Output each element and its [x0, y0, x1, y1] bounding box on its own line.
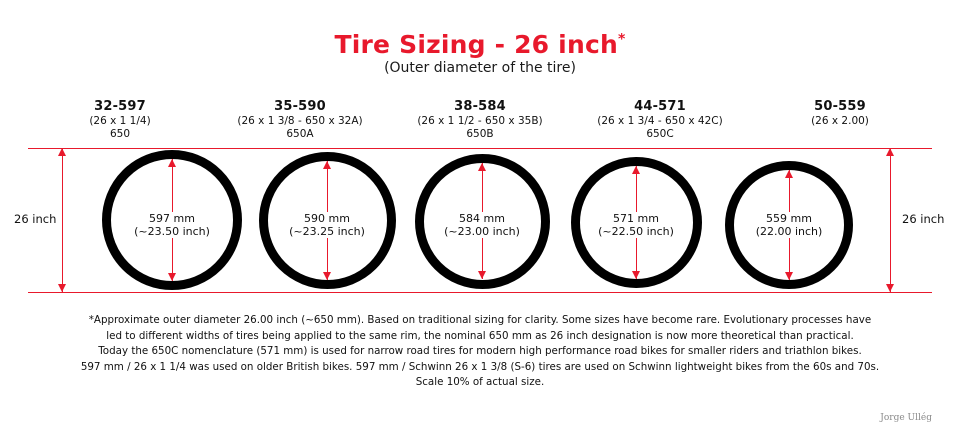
guide-line-bottom — [28, 292, 932, 293]
tire-diameter-inch: (~23.50 inch) — [134, 225, 210, 238]
outer-dimension-label-right: 26 inch — [902, 212, 945, 226]
tire-alt-size: (26 x 1 1/2 - 650 x 35B) — [417, 114, 543, 127]
tire-diameter-mm: 584 mm — [459, 212, 505, 225]
tire-iso-size: 32-597 — [94, 99, 146, 114]
outer-dimension-arrow-right — [890, 148, 891, 292]
tire-label-0 — [30, 100, 210, 146]
title-asterisk: * — [617, 31, 626, 48]
tire-alt-size: (26 x 1 3/8 - 650 x 32A) — [237, 114, 363, 127]
footnote-line-2: led to different widths of tires being applied to the same rim, the nominal 650 mm as 26 inch designation is now more theoretical than practical. — [106, 329, 854, 342]
outer-dimension-arrow-left — [62, 148, 63, 292]
tire-etrto-size: 650C — [646, 128, 674, 140]
footnote-line-5: Scale 10% of actual size. — [415, 376, 545, 388]
tire-diameter-text-4 — [739, 212, 839, 238]
tire-etrto-size: 650A — [286, 128, 314, 140]
tire-diameter-inch: (~23.25 inch) — [289, 225, 365, 238]
tire-diameter-text-2 — [432, 212, 532, 238]
tire-label-4 — [750, 100, 930, 146]
tire-diameter-mm: 597 mm — [149, 212, 195, 225]
tire-iso-size: 38-584 — [454, 99, 506, 114]
page-subtitle: (Outer diameter of the tire) — [384, 60, 576, 76]
tire-label-2 — [390, 100, 570, 146]
tire-diameter-text-1 — [277, 212, 377, 238]
footnote-line-4: 597 mm / 26 x 1 1/4 was used on older British bikes. 597 mm / Schwinn 26 x 1 3/8 (S-6) tires are used on Schwinn lightweight bikes from the 60s and 70s. — [80, 360, 880, 373]
tire-diameter-inch: (22.00 inch) — [755, 225, 823, 238]
page-title — [0, 30, 960, 59]
tire-alt-size: (26 x 1 1/4) — [89, 114, 151, 127]
footnote — [60, 313, 900, 391]
outer-dimension-label-left: 26 inch — [14, 212, 57, 226]
tire-etrto-size: 650 — [109, 128, 131, 140]
tire-labels-row — [30, 100, 930, 146]
footnote-line-3: Today the 650C nomenclature (571 mm) is used for narrow road tires for modern high performance road bikes for smaller riders and triathlon bikes. — [98, 345, 862, 357]
tire-diameter-inch: (~22.50 inch) — [598, 225, 674, 238]
tire-label-3 — [570, 100, 750, 146]
page-title-text: Tire Sizing - 26 inch — [334, 30, 618, 59]
tire-diameter-text-0 — [122, 212, 222, 238]
author-credit: Jorge Ullég — [880, 413, 932, 423]
footnote-line-1: *Approximate outer diameter 26.00 inch (~650 mm). Based on traditional sizing for clarity. Some sizes have become rare. Evolutionary processes have — [88, 314, 872, 326]
tire-etrto-size: 650B — [466, 128, 494, 140]
tire-iso-size: 35-590 — [274, 99, 326, 114]
tire-diameter-mm: 590 mm — [304, 212, 350, 225]
tire-diameter-mm: 571 mm — [613, 212, 659, 225]
tire-alt-size: (26 x 2.00) — [811, 114, 869, 127]
tire-diameter-mm: 559 mm — [766, 212, 812, 225]
tire-iso-size: 50-559 — [814, 99, 866, 114]
tire-row — [70, 148, 890, 292]
tire-label-1 — [210, 100, 390, 146]
tire-iso-size: 44-571 — [634, 99, 686, 114]
tire-diameter-inch: (~23.00 inch) — [444, 225, 520, 238]
tire-diameter-text-3 — [586, 212, 686, 238]
tire-alt-size: (26 x 1 3/4 - 650 x 42C) — [597, 114, 723, 127]
